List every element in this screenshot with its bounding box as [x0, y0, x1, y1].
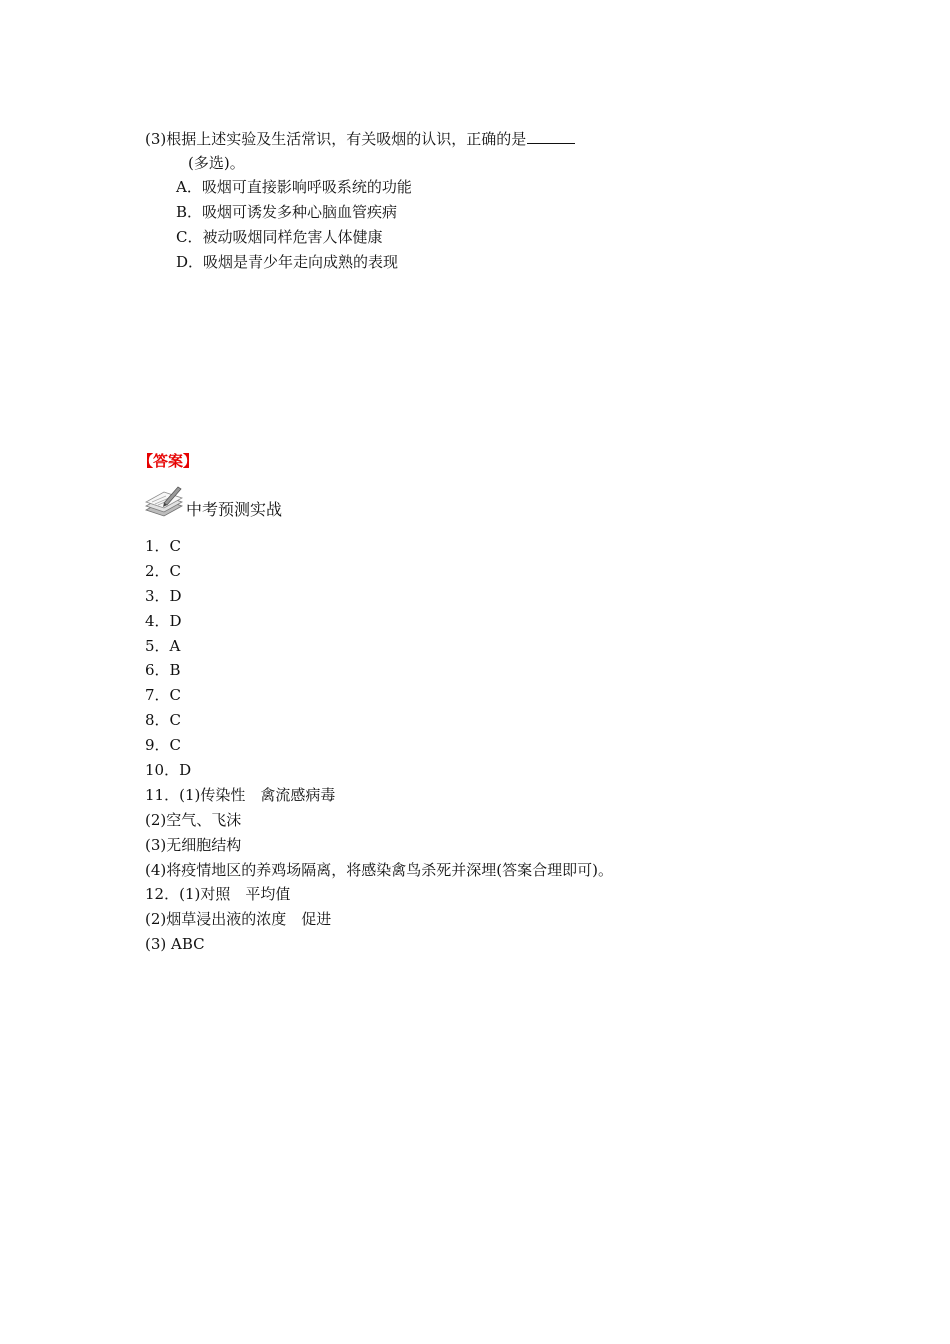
- answer-item: 2．C: [145, 561, 182, 580]
- option-b: B．吸烟可诱发多种心脑血管疾病: [176, 203, 398, 221]
- option-c: C．被动吸烟同样危害人体健康: [176, 228, 383, 246]
- section-header: [144, 482, 282, 522]
- answer-item: 8．C: [145, 711, 182, 730]
- notebook-pencil-icon: [144, 484, 184, 522]
- answer-item: 6．B: [145, 661, 181, 680]
- answer-item: (3)无细胞结构: [145, 835, 242, 854]
- answer-item: 5．A: [145, 636, 181, 655]
- answer-item: 1．C: [145, 537, 182, 555]
- answer-item: 4．D: [145, 611, 182, 630]
- answer-heading: 【答案】: [138, 452, 199, 470]
- answer-list: [145, 536, 613, 959]
- answer-item: (4)将疫情地区的养鸡场隔离，将感染禽鸟杀死并深埋(答案合理即可)。: [145, 860, 613, 879]
- answer-item: 7．C: [145, 686, 182, 705]
- answer-item: 9．C: [145, 736, 182, 755]
- answer-item: 12．(1)对照 平均值: [145, 885, 291, 904]
- question-stem-continuation: (多选)。: [188, 154, 245, 172]
- answer-blank: [527, 128, 575, 144]
- question-stem: [145, 128, 575, 149]
- answer-item: (3) ABC: [145, 935, 205, 954]
- answer-item: 3．D: [145, 586, 182, 605]
- question-stem-text: (3)根据上述实验及生活常识，有关吸烟的认识，正确的是: [145, 130, 527, 148]
- answer-item: 11．(1)传染性 禽流感病毒: [145, 785, 336, 804]
- section-title: 中考预测实战: [186, 500, 283, 519]
- answer-item: (2)烟草浸出液的浓度 促进: [145, 910, 332, 929]
- answer-item: (2)空气、飞沫: [145, 810, 242, 829]
- option-d: D．吸烟是青少年走向成熟的表现: [176, 253, 399, 271]
- option-a: A．吸烟可直接影响呼吸系统的功能: [176, 178, 412, 196]
- answer-item: 10．D: [145, 761, 192, 780]
